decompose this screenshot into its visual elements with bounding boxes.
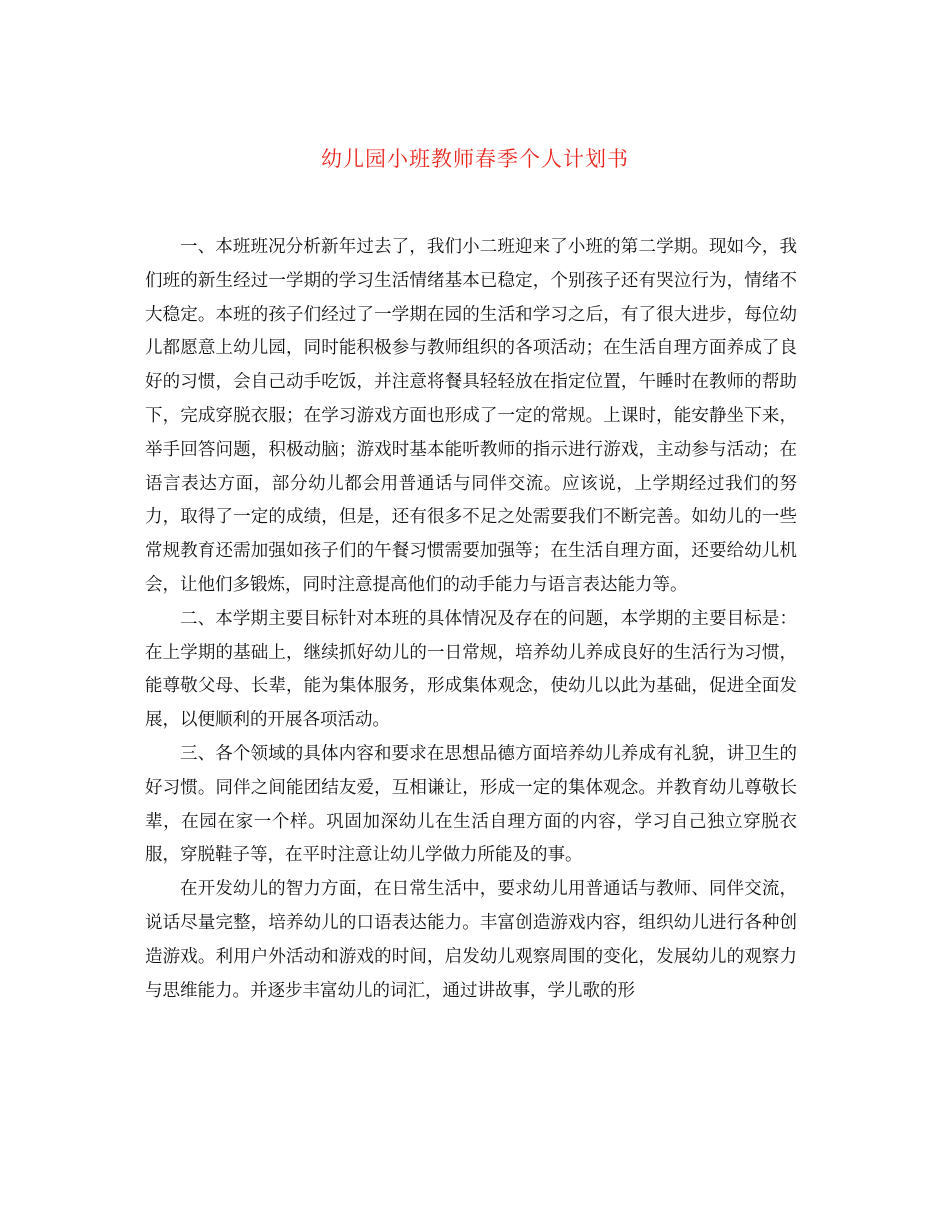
paragraph-class-analysis: 一、本班班况分析新年过去了，我们小二班迎来了小班的第二学期。现如今，我们班的新生经过一学期的学习生活情绪基本已稳定，个别孩子还有哭泣行为，情绪不大稳定。本班的孩子们经过了一学期在园的生活和学习之后，有了很大进步，每位幼儿都愿意上幼儿园，同时能积极参与教师组织的各项活动；在生活自理方面养成了良好的习惯，会自己动手吃饭，并注意将餐具轻轻放在指定位置，午睡时在教师的帮助下，完成穿脱衣服；在学习游戏方面也形成了一定的常规。上课时，能安静坐下来，举手回答问题，积极动脑；游戏时基本能听教师的指示进行游戏，主动参与活动；在语言表达方面，部分幼儿都会用普通话与同伴交流。应该说，上学期经过我们的努力，取得了一定的成绩，但是，还有很多不足之处需要我们不断完善。如幼儿的一些常规教育还需加强如孩子们的午餐习惯需要加强等；在生活自理方面，还要给幼儿机会，让他们多锻炼，同时注意提高他们的动手能力与语言表达能力等。 <box>145 237 797 595</box>
paragraph-intellectual-development: 在开发幼儿的智力方面，在日常生活中，要求幼儿用普通话与教师、同伴交流，说话尽量完整，培养幼儿的口语表达能力。丰富创造游戏内容，组织幼儿进行各种创造游戏。利用户外活动和游戏的时间，启发幼儿观察周围的变化，发展幼儿的观察力与思维能力。并逐步丰富幼儿的词汇，通过讲故事，学儿歌的形 <box>145 879 797 1001</box>
document-body <box>145 231 797 1008</box>
paragraph-semester-goals: 二、本学期主要目标针对本班的具体情况及存在的问题，本学期的主要目标是：在上学期的基础上，继续抓好幼儿的一日常规，培养幼儿养成良好的生活行为习惯，能尊敬父母、长辈，能为集体服务，形成集体观念，使幼儿以此为基础，促进全面发展，以便顺利的开展各项活动。 <box>145 608 797 731</box>
page-title: 幼儿园小班教师春季个人计划书 <box>321 147 629 171</box>
paragraph-domain-content: 三、各个领域的具体内容和要求在思想品德方面培养幼儿养成有礼貌，讲卫生的好习惯。同伴之间能团结友爱，互相谦让，形成一定的集体观念。并教育幼儿尊敬长辈，在园在家一个样。巩固加深幼儿在生活自理方面的内容，学习自己独立穿脱衣服，穿脱鞋子等，在平时注意让幼儿学做力所能及的事。 <box>145 743 797 866</box>
